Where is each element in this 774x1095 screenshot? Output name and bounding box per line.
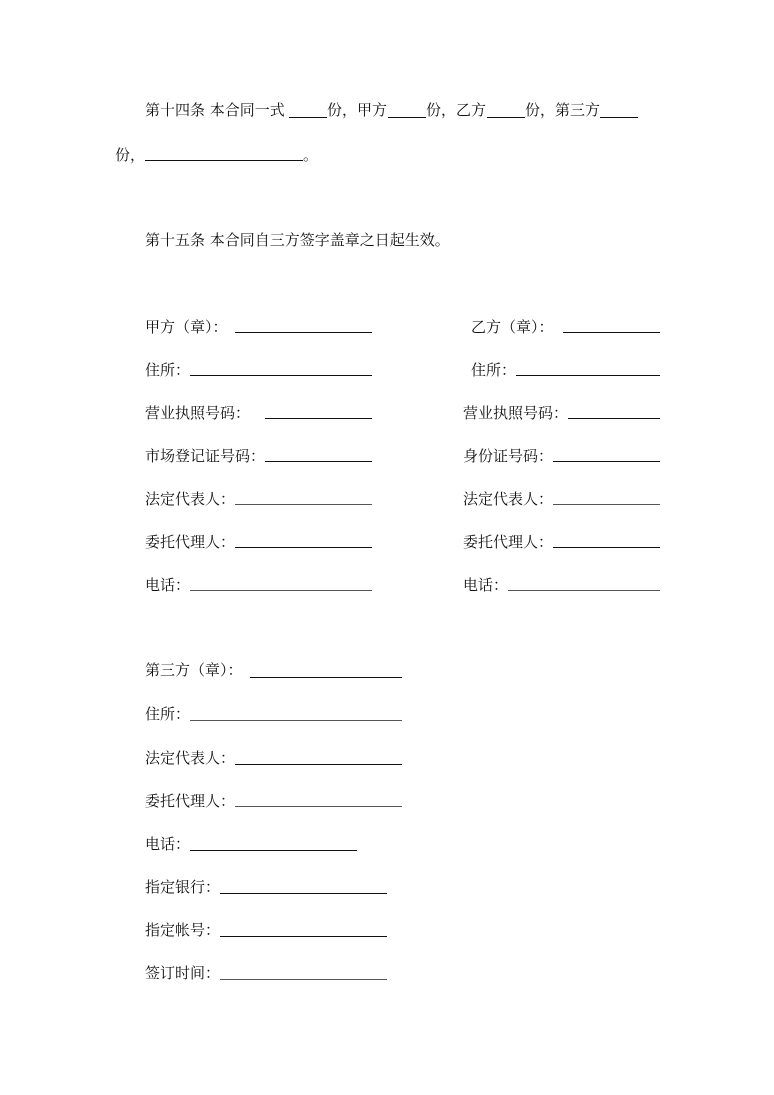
third-party-phone-blank[interactable] bbox=[190, 850, 357, 851]
third-party-agent-label: 委托代理人： bbox=[145, 792, 236, 810]
party-a-agent-label: 委托代理人： bbox=[145, 533, 236, 551]
party-b-license-blank[interactable] bbox=[568, 418, 660, 419]
party-b-phone-blank[interactable] bbox=[508, 590, 660, 591]
party-b-legal-rep-blank[interactable] bbox=[553, 504, 660, 505]
party-a-legal-rep-label: 法定代表人： bbox=[145, 490, 236, 508]
copies-remark-blank[interactable] bbox=[145, 160, 303, 161]
copies-total-blank[interactable] bbox=[289, 117, 327, 118]
third-party-address-blank[interactable] bbox=[190, 720, 402, 721]
third-party-sign-time-label: 签订时间： bbox=[145, 964, 221, 982]
third-party-seal-label: 第三方（章）： bbox=[145, 661, 243, 679]
article-14-part-b: 份，乙方 bbox=[426, 101, 487, 119]
party-a-legal-rep-blank[interactable] bbox=[235, 504, 372, 505]
party-b-agent-blank[interactable] bbox=[553, 547, 660, 548]
party-b-legal-rep-label: 法定代表人： bbox=[463, 490, 554, 508]
party-b-phone-label: 电话： bbox=[463, 576, 509, 594]
party-a-agent-blank[interactable] bbox=[235, 547, 372, 548]
party-b-seal-blank[interactable] bbox=[563, 332, 660, 333]
party-a-market-reg-label: 市场登记证号码： bbox=[145, 447, 266, 465]
party-a-license-blank[interactable] bbox=[265, 418, 372, 419]
party-a-phone-label: 电话： bbox=[145, 576, 191, 594]
party-a-address-label: 住所： bbox=[145, 361, 191, 379]
third-party-account-blank[interactable] bbox=[220, 936, 387, 937]
article-14-line2-end: 。 bbox=[303, 146, 319, 164]
article-14-prefix: 第十四条 本合同一式 bbox=[145, 101, 285, 119]
third-party-phone-label: 电话： bbox=[145, 835, 191, 853]
article-14-line2-start: 份， bbox=[115, 146, 146, 164]
party-a-market-reg-blank[interactable] bbox=[265, 461, 372, 462]
third-party-seal-blank[interactable] bbox=[250, 677, 402, 678]
article-14-part-c: 份，第三方 bbox=[525, 101, 601, 119]
article-15: 第十五条 本合同自三方签字盖章之日起生效。 bbox=[145, 231, 450, 249]
party-b-license-label: 营业执照号码： bbox=[463, 404, 569, 422]
party-b-address-blank[interactable] bbox=[516, 375, 660, 376]
party-a-license-label: 营业执照号码： bbox=[145, 404, 251, 422]
third-party-address-label: 住所： bbox=[145, 705, 191, 723]
party-a-address-blank[interactable] bbox=[190, 375, 372, 376]
copies-third-party-blank[interactable] bbox=[600, 117, 638, 118]
third-party-bank-blank[interactable] bbox=[220, 893, 387, 894]
third-party-legal-rep-label: 法定代表人： bbox=[145, 749, 236, 767]
third-party-agent-blank[interactable] bbox=[235, 806, 402, 807]
third-party-bank-label: 指定银行： bbox=[145, 878, 221, 896]
party-b-id-label: 身份证号码： bbox=[463, 447, 554, 465]
third-party-sign-time-blank[interactable] bbox=[220, 979, 387, 980]
copies-party-b-blank[interactable] bbox=[487, 117, 525, 118]
third-party-legal-rep-blank[interactable] bbox=[235, 764, 402, 765]
party-b-address-label: 住所： bbox=[471, 361, 517, 379]
party-a-seal-blank[interactable] bbox=[235, 332, 372, 333]
third-party-account-label: 指定帐号： bbox=[145, 921, 221, 939]
article-14-part-a: 份，甲方 bbox=[327, 101, 388, 119]
copies-party-a-blank[interactable] bbox=[388, 117, 426, 118]
party-b-seal-label: 乙方（章）： bbox=[471, 318, 554, 336]
party-b-agent-label: 委托代理人： bbox=[463, 533, 554, 551]
party-a-seal-label: 甲方（章）： bbox=[145, 318, 228, 336]
party-b-id-blank[interactable] bbox=[553, 461, 660, 462]
party-a-phone-blank[interactable] bbox=[190, 590, 372, 591]
